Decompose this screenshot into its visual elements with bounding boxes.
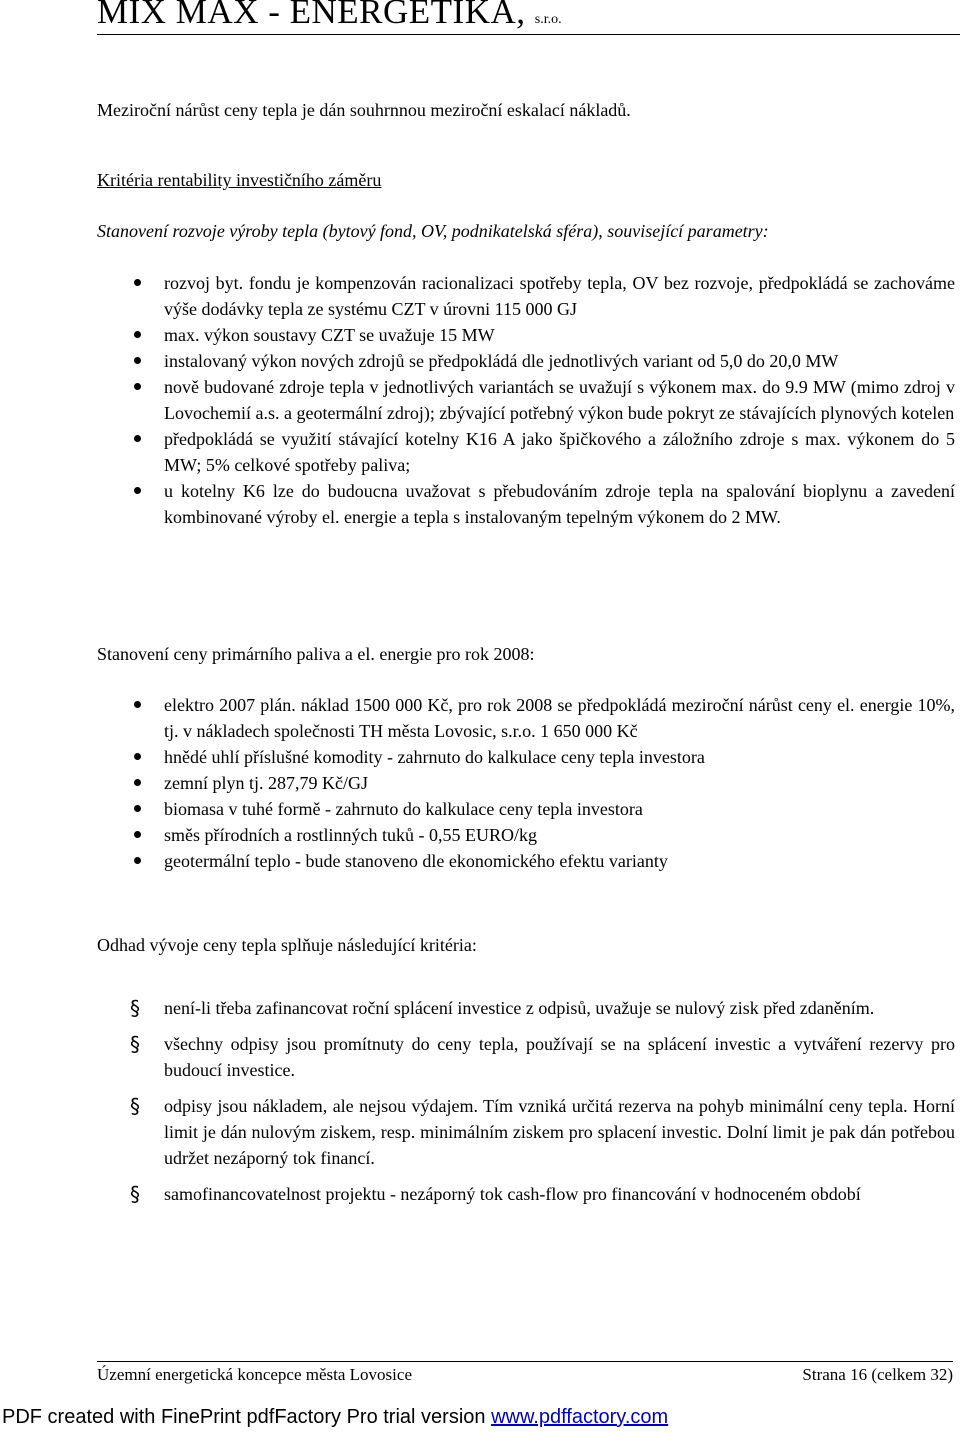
company-suffix: s.r.o. [534,12,562,27]
list-item: § odpisy jsou nákladem, ale nejsou výdajem. Tím vzniká určitá rezerva na pohyb minimální ceny tepla. Horní limit je dán nulovým ziskem, resp. minimálním ziskem pro splacení investic. Dolní limit je pak dán potřebou udržet nezáporný tok financí. [130,1094,955,1168]
section-heading: Kritéria rentability investičního záměru [97,170,382,190]
list-item: předpokládá se využití stávající kotelny K16 A jako špičkového a záložního zdroje s max. výkonem do 5 MW; 5% celkové spotřeby paliva; [97,426,955,478]
list-item: instalovaný výkon nových zdrojů se předpokládá dle jednotlivých variant od 5,0 do 20,0 MW [97,348,955,374]
section-sign-icon: § [130,1094,140,1118]
fuel-list [97,692,955,874]
pdf-banner [2,1404,668,1430]
footer-page-number: Strana 16 (celkem 32) [802,1365,953,1384]
list-item: max. výkon soustavy CZT se uvažuje 15 MW [97,322,955,348]
list-item: nově budované zdroje tepla v jednotlivých variantách se uvažují s výkonem max. do 9.9 MW (mimo zdroj v Lovochemií a.s. a geotermální zdroj); zbývající potřebný výkon bude pokryt ze stávajících plynových kotelen [97,374,955,426]
list-item: § samofinancovatelnost projektu - nezáporný tok cash-flow pro financování v hodnoceném období [130,1182,861,1206]
list-item: § všechny odpisy jsou promítnuty do ceny tepla, používají se na splácení investic a vytváření rezervy pro budoucí investice. [130,1032,955,1080]
params-subtitle: Stanovení rozvoje výroby tepla (bytový fond, OV, podnikatelská sféra), související parametry: [97,221,769,241]
fuel-heading: Stanovení ceny primárního paliva a el. energie pro rok 2008: [97,644,535,664]
criteria-heading: Odhad vývoje ceny tepla splňuje následující kritéria: [97,935,477,955]
company-name-text: MIX MAX - ENERGETIKA, [97,0,526,31]
list-item: elektro 2007 plán. náklad 1500 000 Kč, pro rok 2008 se předpokládá meziroční nárůst ceny el. energie 10%, tj. v nákladech společnosti TH města Lovosic, s.r.o. 1 650 000 Kč [97,692,955,744]
company-name [97,0,562,29]
intro-paragraph: Meziroční nárůst ceny tepla je dán souhrnnou meziroční eskalací nákladů. [97,100,631,120]
list-item: u kotelny K6 lze do budoucna uvažovat s přebudováním zdroje tepla na spalování bioplynu a zavedení kombinované výroby el. energie a tepla s instalovaným tepelným výkonem do 2 MW. [97,478,955,530]
list-item: § není-li třeba zafinancovat roční splácení investice z odpisů, uvažuje se nulový zisk před zdaněním. [130,996,875,1020]
list-item: zemní plyn tj. 287,79 Kč/GJ [97,770,955,796]
section-sign-icon: § [130,996,140,1020]
page-header [97,0,960,35]
list-item: geotermální teplo - bude stanoveno dle ekonomického efektu varianty [97,848,955,874]
pdffactory-link[interactable]: www.pdffactory.com [491,1406,669,1428]
page-footer [97,1361,953,1387]
section-sign-icon: § [130,1032,140,1056]
list-item: hnědé uhlí příslušné komodity - zahrnuto do kalkulace ceny tepla investora [97,744,955,770]
banner-text: PDF created with FinePrint pdfFactory Pro trial version [2,1406,492,1428]
list-item: rozvoj byt. fondu je kompenzován racionalizaci spotřeby tepla, OV bez rozvoje, předpokládá se zachováme výše dodávky tepla ze systému CZT v úrovni 115 000 GJ [97,270,955,322]
list-item: směs přírodních a rostlinných tuků - 0,55 EURO/kg [97,822,955,848]
criteria-list [97,995,955,1217]
params-list [97,270,955,530]
footer-document-title: Územní energetická koncepce města Lovosice [97,1365,412,1384]
section-sign-icon: § [130,1182,140,1206]
list-item: biomasa v tuhé formě - zahrnuto do kalkulace ceny tepla investora [97,796,955,822]
